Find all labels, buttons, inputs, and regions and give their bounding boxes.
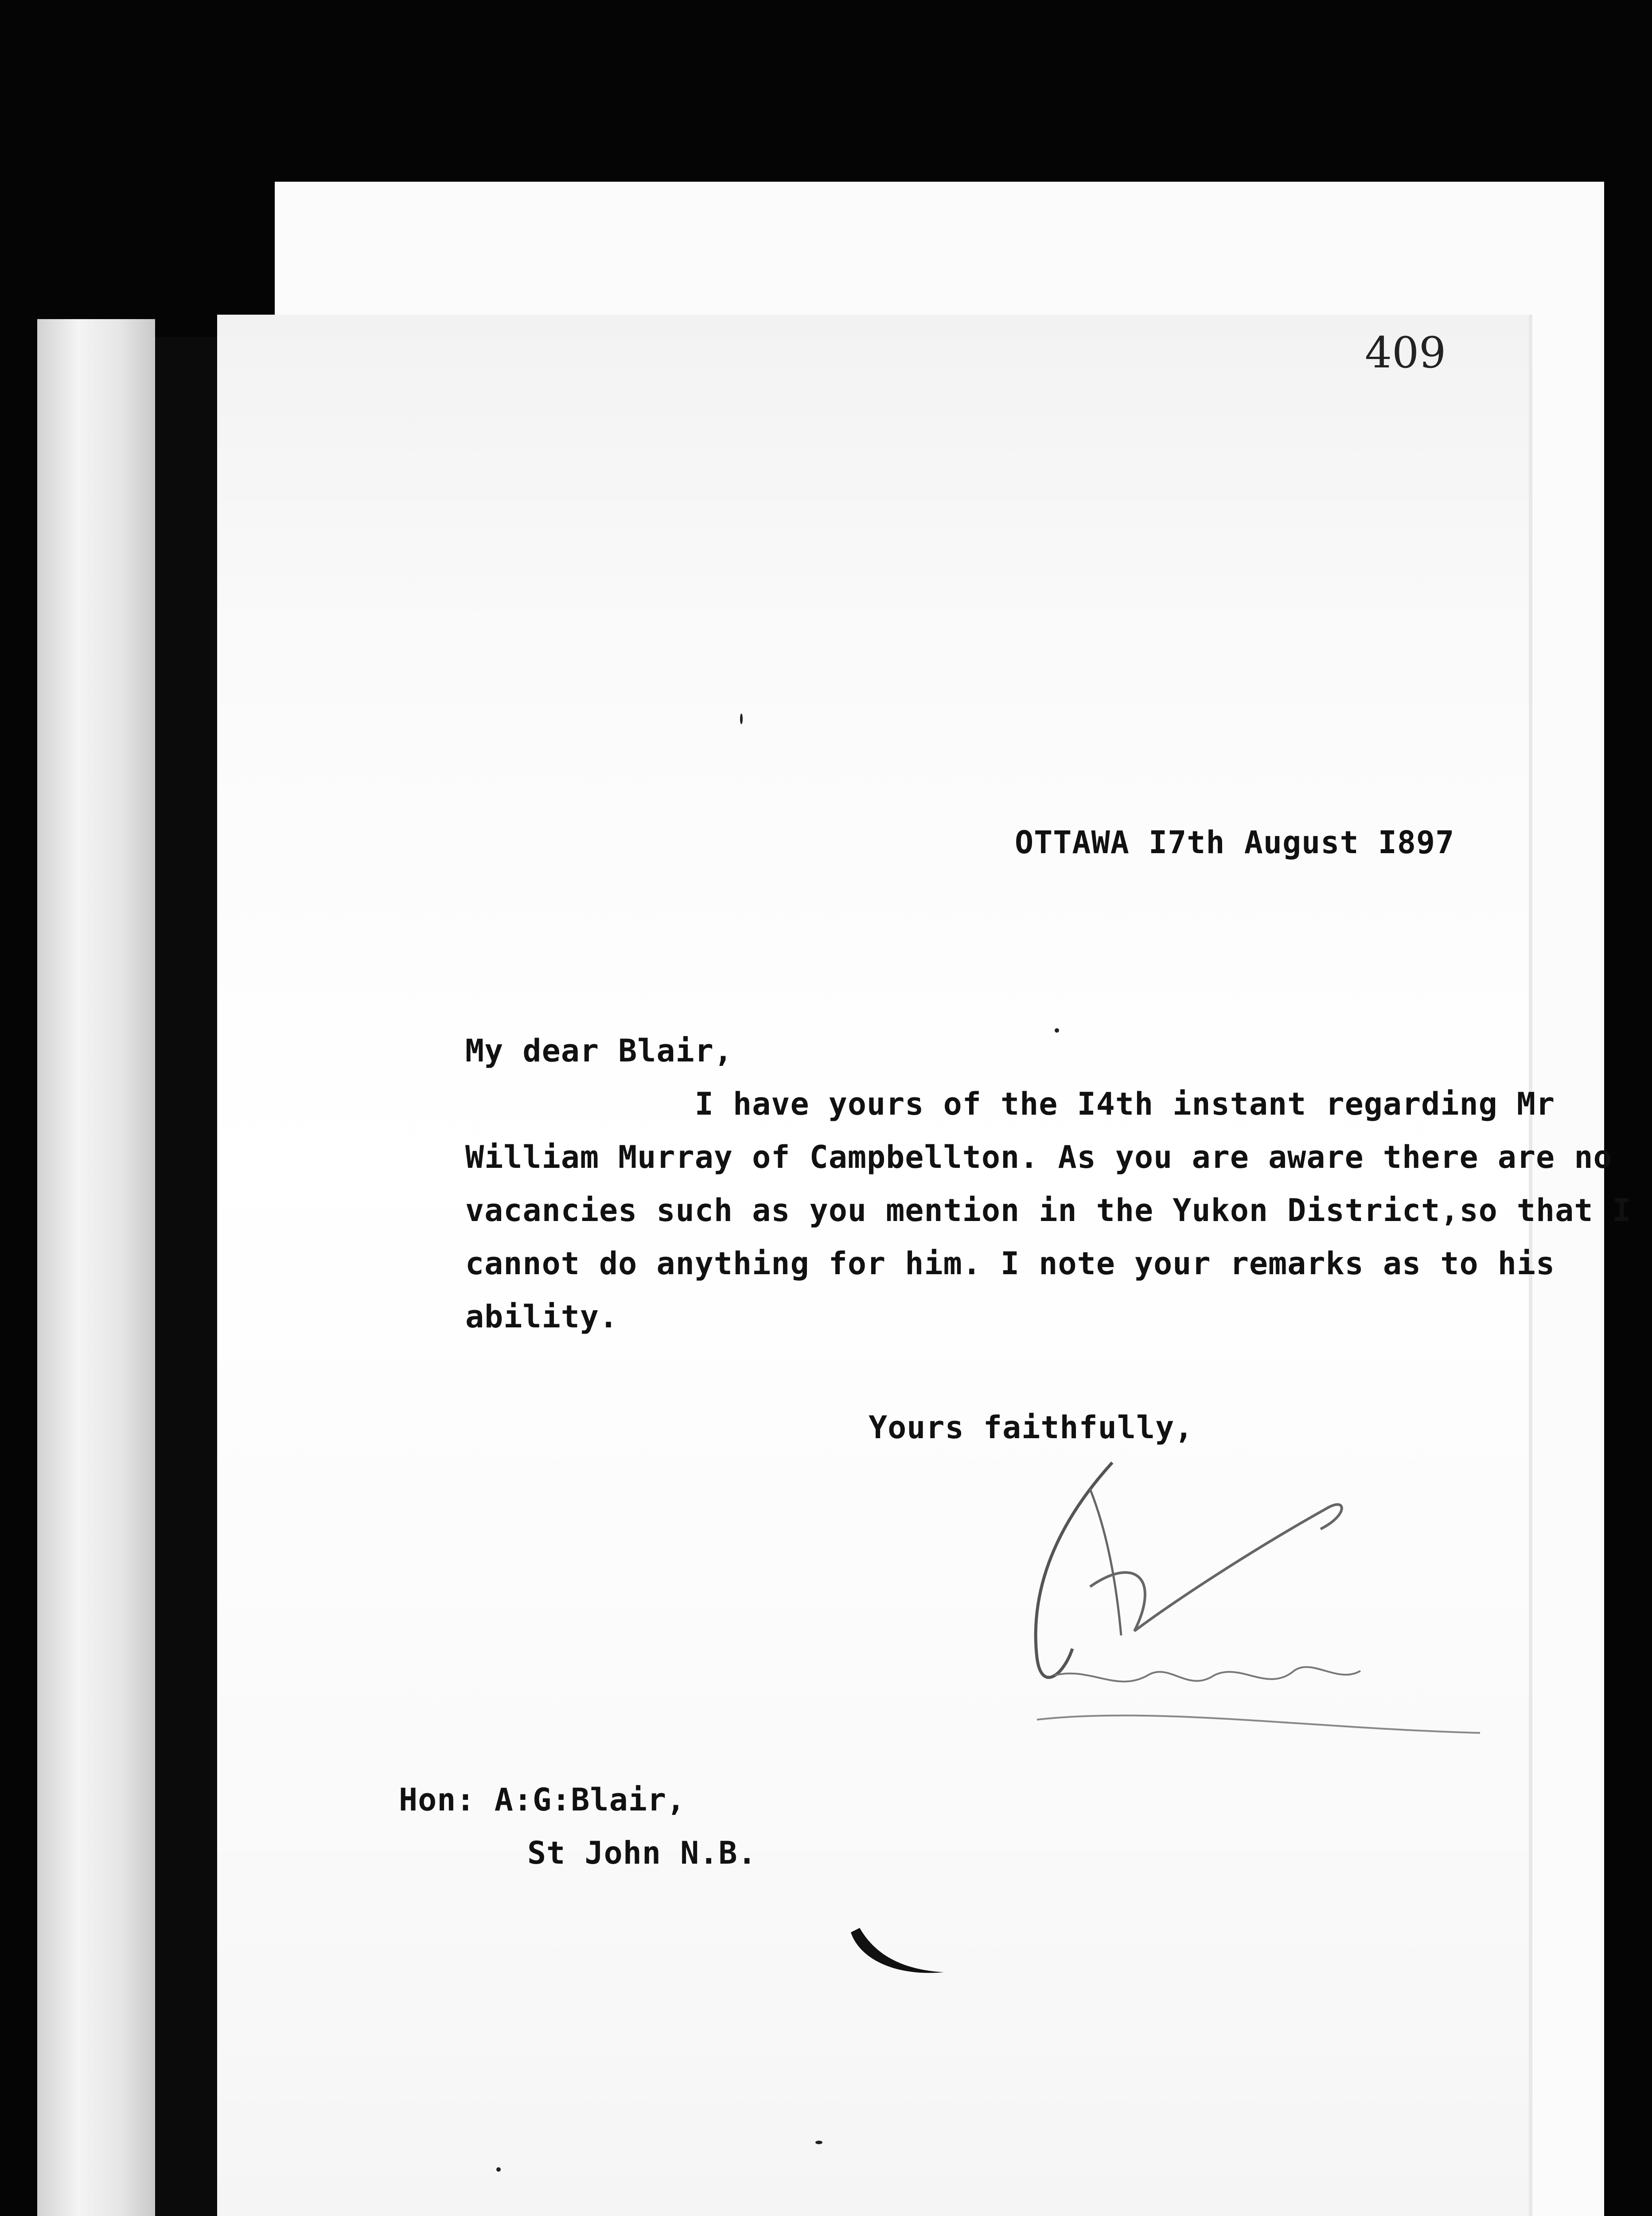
body-line: vacancies such as you mention in the Yukon District,so that I — [465, 1192, 1632, 1229]
ink-speck — [740, 714, 743, 724]
ink-speck — [815, 2141, 822, 2144]
date-line: OTTAWA I7th August I897 — [1015, 824, 1455, 861]
page-number: 409 — [1365, 328, 1446, 378]
addressee-location: St John N.B. — [527, 1835, 757, 1871]
binding-strip — [37, 319, 155, 2216]
ink-speck — [496, 2167, 501, 2172]
binding-shadow — [155, 337, 217, 2216]
ink-mark — [842, 1923, 957, 1986]
body-line: William Murray of Campbellton. As you are aware there are no — [465, 1139, 1613, 1175]
closing: Yours faithfully, — [869, 1409, 1194, 1446]
body-line: ability. — [465, 1299, 619, 1335]
addressee-name: Hon: A:G:Blair, — [399, 1782, 686, 1818]
ink-speck — [1055, 1028, 1059, 1033]
handwritten-signature — [1001, 1445, 1489, 1755]
body-line: cannot do anything for him. I note your remarks as to his — [465, 1245, 1555, 1282]
salutation: My dear Blair, — [465, 1033, 733, 1069]
body-line: I have yours of the I4th instant regarding Mr — [465, 1086, 1555, 1122]
